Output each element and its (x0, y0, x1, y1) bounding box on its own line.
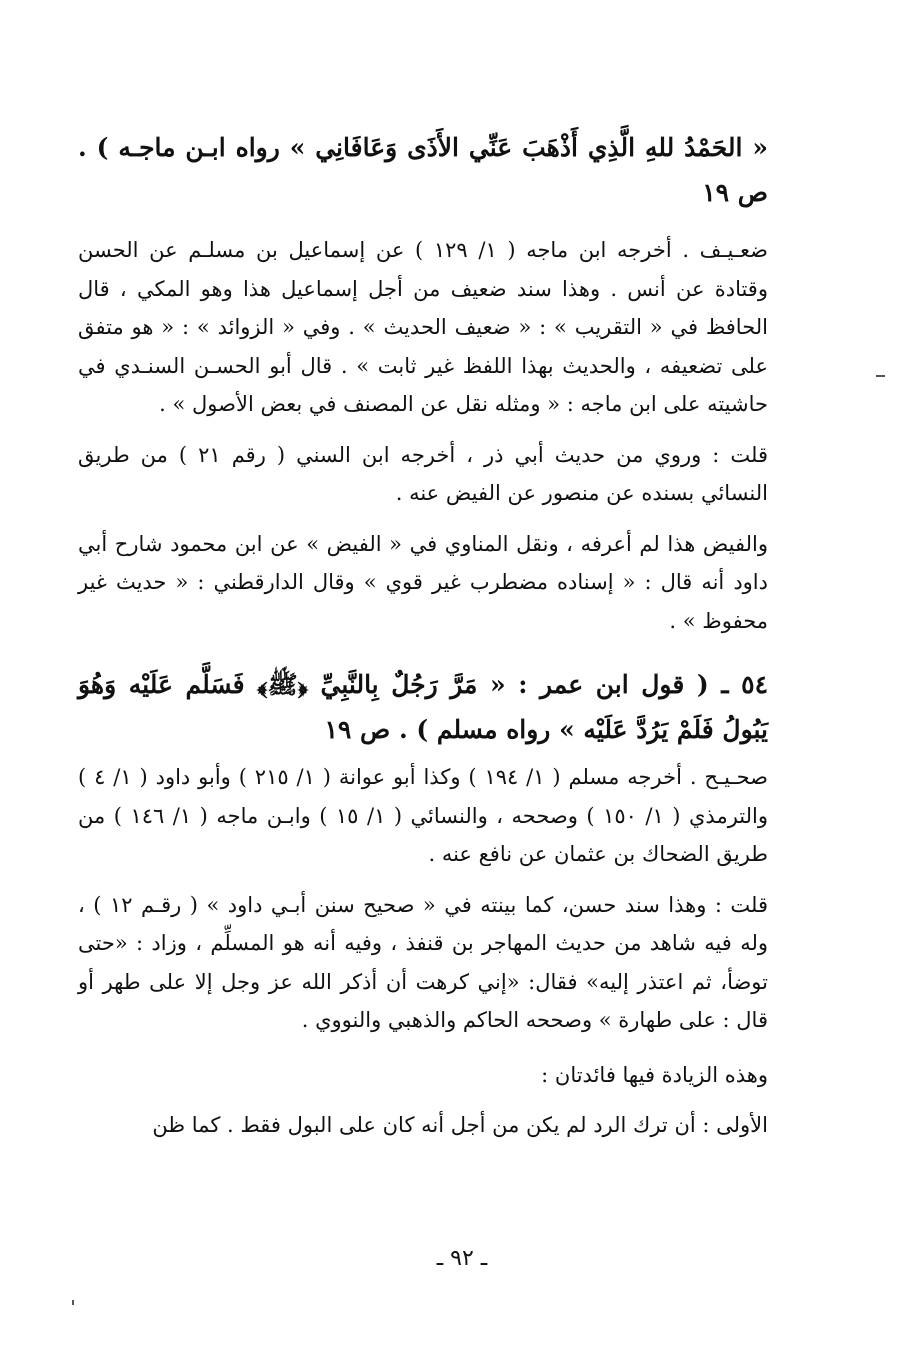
page-number: ـ ٩٢ ـ (436, 1246, 488, 1271)
note-paragraph-al-fayd: والفيض هذا لم أعرفه ، ونقل المناوي في « الفيض » عن ابن محمود شارح أبي داود أنه قال : « إسناده مضطرب غير قوي » وقال الدارقطني : « حديث غير محفوظ » . (78, 531, 768, 633)
page-content (78, 125, 768, 1145)
first-benefit-paragraph: الأولى : أن ترك الرد لم يكن من أجل أنه كان على البول فقط . كما ظن (152, 1113, 768, 1137)
grading-paragraph-53: ضعـيـف . أخرجه ابن ماجه ( ١/ ١٢٩ ) عن إسماعيل بن مسلـم عن الحسن وقتادة عن أنس . وهذا سند ضعيف من أجل إسماعيل هذا وهو المكي ، قال الحافظ في « التقريب » : « ضعيف الحديث » . وفي « الزوائد » : « هو متفق على تضعيفه ، والحديث بهذا اللفظ غير ثابت » . قال أبو الحسـن السنـدي في حاشيته على ابن ماجه : « ومثله نقل عن المصنف في بعض الأصول » . (78, 238, 768, 416)
note-paragraph-abu-dharr: قلت : وروي من حديث أبي ذر ، أخرجه ابن السني ( رقم ٢١ ) من طريق النسائي بسنده عن منصور عن الفيض عنه . (78, 442, 768, 505)
scan-speck (876, 375, 885, 377)
scan-speck (72, 1300, 74, 1305)
note-paragraph-hasan: قلت : وهذا سند حسن، كما بينته في « صحيح سنن أبـي داود » ( رقـم ١٢ ) ، وله فيه شاهد من حديث المهاجر بن قنفذ ، وفيه أنه هو المسلِّم ، وزاد : «حتى توضأ، ثم اعتذر إليه» فقال: «إني كرهت أن أذكر الله عز وجل إلا على طهر أو قال : على طهارة » وصححه الحاكم والذهبي والنووي . (78, 892, 768, 1032)
grading-paragraph-54: صحـيـح . أخرجه مسلم ( ١/ ١٩٤ ) وكذا أبو عوانة ( ١/ ٢١٥ ) وأبو داود ( ١/ ٤ ) والترمذي ( ١/ ١٥٠ ) وصححه ، والنسائي ( ١/ ١٥ ) وابـن ماجه ( ١/ ١٤٦ ) من طريق الضحاك بن عثمان عن نافع عنه . (78, 765, 768, 866)
hadith-quote-53: « الحَمْدُ للهِ الَّذِي أَذْهَبَ عَنِّي الأَذَى وَعَافَانِي » رواه ابـن ماجـه ) . ص ١٩ (78, 133, 768, 207)
benefits-heading: وهذه الزيادة فيها فائدتان : (541, 1062, 768, 1087)
hadith-quote-54: ٥٤ ـ ( قول ابن عمر : « مَرَّ رَجُلٌ بِالنَّبِيِّ ﴿ﷺ﴾ فَسَلَّم عَلَيْه وَهُوَ يَبُولُ فَلَمْ يَرُدَّ عَلَيْه » رواه مسلم ) . ص ١٩ (78, 670, 768, 744)
